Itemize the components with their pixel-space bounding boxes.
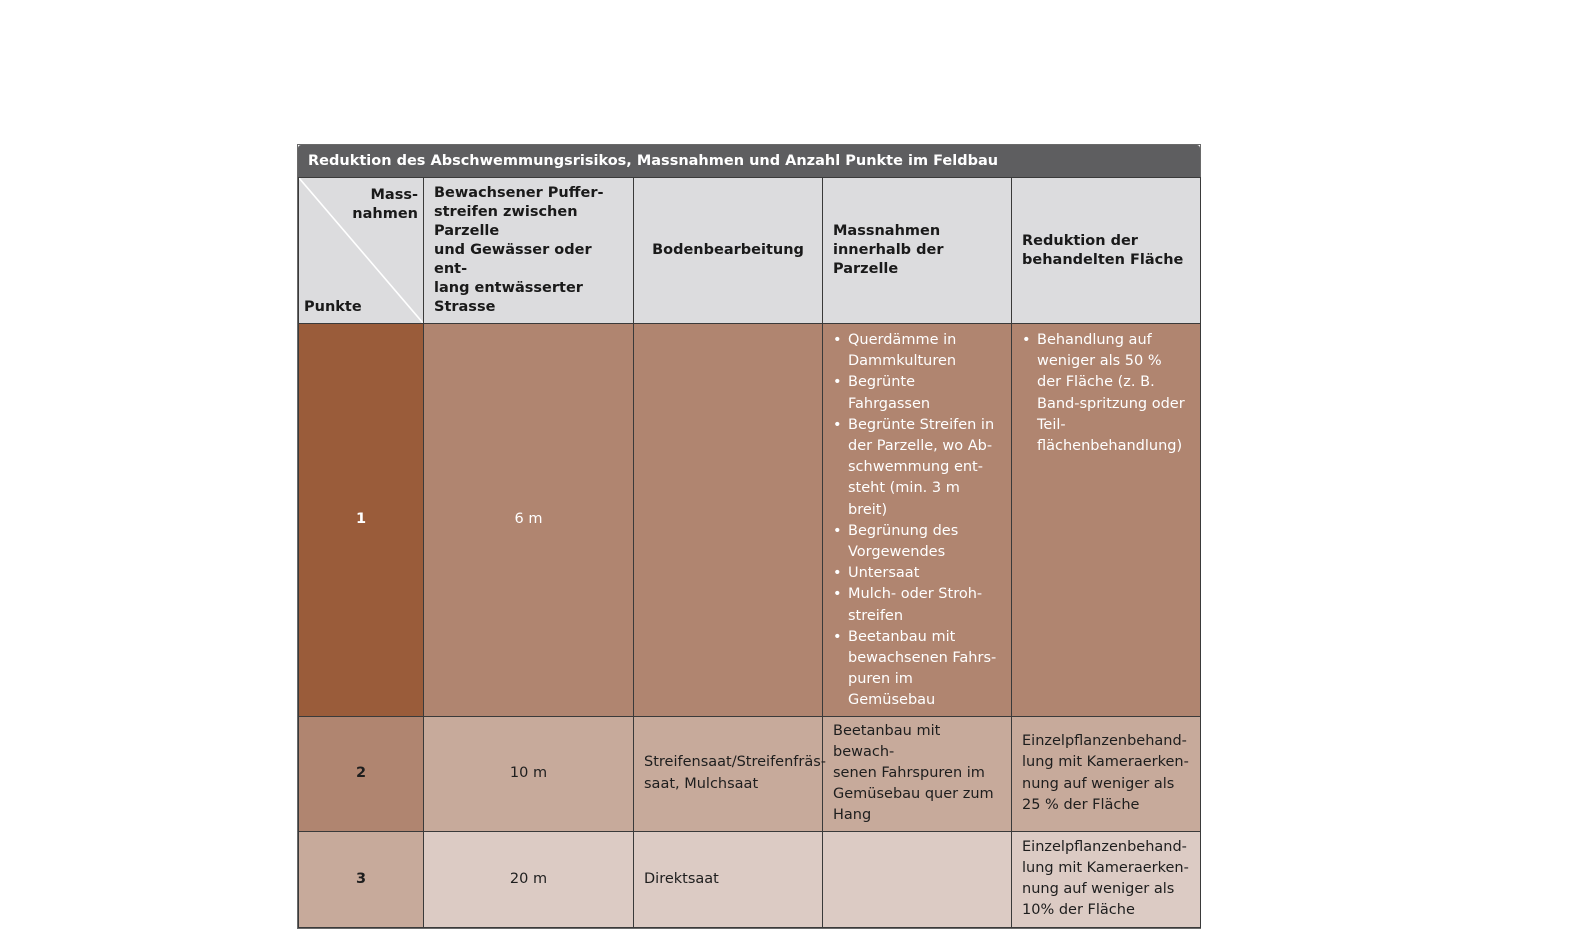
header-parcel-measures: Massnahmen innerhalb der Parzelle [823,178,1012,324]
soil-cell [634,324,823,717]
buffer-cell: 20 m [424,831,634,927]
reduction-cell [1012,324,1201,717]
soil-cell: Direktsaat [634,831,823,927]
measures-cell [823,324,1012,717]
list-item: • Querdämme in Dammkulturen [833,330,1001,372]
measures-cell [823,831,1012,927]
table-title: Reduktion des Abschwemmungsrisikos, Massnahmen und Anzahl Punkte im Feldbau [298,145,1200,177]
buffer-cell: 6 m [424,324,634,717]
diagonal-header-cell [299,178,424,324]
header-soil-tillage: Bodenbearbeitung [634,178,823,324]
table-row [299,831,1201,927]
measures-list [833,330,1001,712]
list-item: • Begrünte Fahrgassen [833,372,1001,414]
list-item: • Begrünte Streifen in der Parzelle, wo Ab-schwemmung ent-steht (min. 3 m breit) [833,415,1001,521]
list-item: • Beetanbau mit bewachsenen Fahrs-puren im Gemüsebau [833,627,1001,712]
header-buffer-strip: Bewachsener Puffer- streifen zwischen Parzelle und Gewässer oder ent- lang entwässerter Strasse [424,178,634,324]
soil-cell: Streifensaat/Streifenfräs- saat, Mulchsaat [634,716,823,831]
header-measures-label: Mass- nahmen [352,187,418,222]
reduction-cell: Einzelpflanzenbehand- lung mit Kameraerken- nung auf weniger als 10% der Fläche [1012,831,1201,927]
list-item: • Behandlung auf weniger als 50 % der Fläche (z. B. Band-spritzung oder Teil-flächenbehandlung) [1022,330,1190,457]
list-item: • Begrünung des Vorgewendes [833,521,1001,563]
list-item: • Mulch- oder Stroh-streifen [833,584,1001,626]
header-row [299,178,1201,324]
table-row [299,324,1201,717]
header-area-reduction: Reduktion der behandelten Fläche [1012,178,1201,324]
points-cell: 2 [299,716,424,831]
table-row [299,716,1201,831]
measures-cell: Beetanbau mit bewach- senen Fahrspuren im Gemüsebau quer zum Hang [823,716,1012,831]
measures-table [297,144,1201,929]
list-item: • Untersaat [833,563,1001,584]
header-points-label: Punkte [304,299,362,315]
points-table [298,177,1201,928]
points-cell: 1 [299,324,424,717]
points-cell: 3 [299,831,424,927]
buffer-cell: 10 m [424,716,634,831]
reduction-list [1022,330,1190,457]
reduction-cell: Einzelpflanzenbehand- lung mit Kameraerken- nung auf weniger als 25 % der Fläche [1012,716,1201,831]
